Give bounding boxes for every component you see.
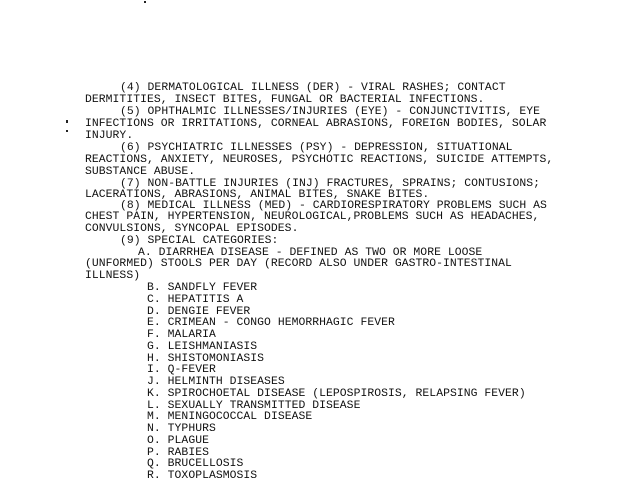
list-item: P. RABIES [147, 446, 209, 459]
list-item: R. TOXOPLASMOSIS [147, 470, 258, 482]
list-item: H. SHISTOMONIASIS [147, 352, 265, 365]
text-line: (4) DERMATOLOGICAL ILLNESS (DER) - VIRAL RASHES; CONTACT [120, 82, 506, 94]
list-item: N. TYPHURS [147, 423, 216, 435]
text-line: CHEST PAIN, HYPERTENSION, NEUROLOGICAL,PROBLEMS SUCH AS HEADACHES, [85, 211, 540, 223]
text-line: REACTIONS, ANXIETY, NEUROSES, PSYCHOTIC REACTIONS, SUICIDE ATTEMPTS, [85, 154, 554, 166]
text-line: CONVULSIONS, SYNCOPAL EPISODES. [85, 223, 299, 235]
text-line: ILLNESS) [85, 270, 141, 282]
list-item: Q. BRUCELLOSIS [147, 458, 244, 471]
scan-speck [66, 130, 68, 132]
text-line: (7) NON-BATTLE INJURIES (INJ) FRACTURES, SPRAINS; CONTUSIONS; [120, 178, 541, 190]
text-line: (5) OPHTHALMIC ILLNESSES/INJURIES (EYE) - CONJUNCTIVITIS, EYE [120, 106, 541, 118]
text-line: SUBSTANCE ABUSE. [85, 166, 196, 178]
text-line: (9) SPECIAL CATEGORIES: [120, 235, 279, 247]
text-line: LACERATIONS, ABRASIONS, ANIMAL BITES, SNAKE BITES. [85, 189, 430, 201]
text-line: A. DIARRHEA DISEASE - DEFINED AS TWO OR MORE LOOSE [138, 247, 483, 259]
list-item: L. SEXUALLY TRANSMITTED DISEASE [147, 399, 361, 412]
text-line: (8) MEDICAL ILLNESS (MED) - CARDIORESPIRATORY PROBLEMS SUCH AS [120, 200, 547, 212]
list-item: M. MENINGOCOCCAL DISEASE [147, 411, 313, 424]
list-item: J. HELMINTH DISEASES [147, 376, 285, 388]
scan-speck [144, 1, 146, 3]
list-item: G. LEISHMANIASIS [147, 340, 258, 353]
list-item: E. CRIMEAN - CONGO HEMORRHAGIC FEVER [147, 317, 395, 330]
list-item: F. MALARIA [147, 329, 216, 341]
text-line: (6) PSYCHIATRIC ILLNESSES (PSY) - DEPRESSION, SITUATIONAL [120, 142, 513, 154]
text-line: INJURY. [85, 130, 134, 142]
list-item: O. PLAGUE [147, 434, 209, 447]
list-item: C. HEPATITIS A [147, 293, 244, 306]
list-item: K. SPIROCHOETAL DISEASE (LEPOSPIROSIS, RELAPSING FEVER) [147, 387, 526, 400]
scan-speck [66, 120, 68, 123]
list-item: B. SANDFLY FEVER [147, 282, 258, 294]
text-line: INFECTIONS OR IRRITATIONS, CORNEAL ABRASIONS, FOREIGN BODIES, SOLAR [85, 118, 547, 130]
text-line: (UNFORMED) STOOLS PER DAY (RECORD ALSO UNDER GASTRO-INTESTINAL [85, 258, 512, 270]
list-item: I. Q-FEVER [147, 364, 216, 377]
text-line: DERMITITIES, INSECT BITES, FUNGAL OR BACTERIAL INFECTIONS. [85, 94, 485, 106]
list-item: D. DENGIE FEVER [147, 305, 251, 318]
